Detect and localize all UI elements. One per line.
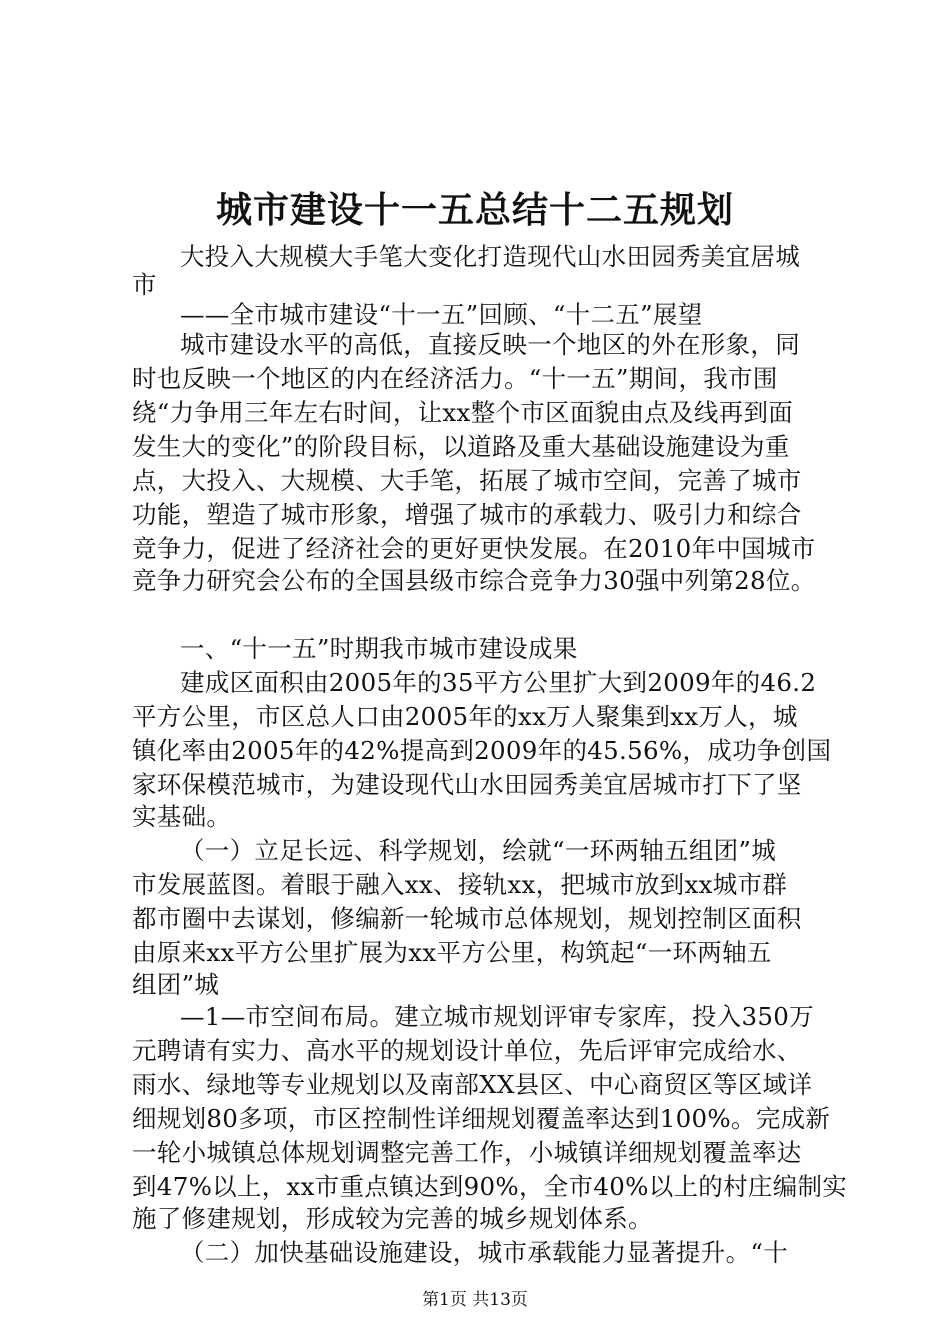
text-line: 施了修建规划，形成较为完善的城乡规划体系。 (132, 1204, 653, 1233)
text-line: 市发展蓝图。着眼于融入xx、接轨xx，把城市放到xx城市群 (132, 870, 788, 899)
text-line: 元聘请有实力、高水平的规划设计单位，先后评审完成给水、 (132, 1036, 802, 1065)
page-footer: 第1页 共13页 (422, 1290, 528, 1310)
text-line: 绕“力争用三年左右时间，让xx整个市区面貌由点及线再到面 (132, 398, 794, 427)
text-line: 一轮小城镇总体规划调整完善工作，小城镇详细规划覆盖率达 (132, 1138, 802, 1167)
text-line: 细规划80多项，市区控制性详细规划覆盖率达到100%。完成新 (132, 1104, 831, 1133)
text-line: 功能，塑造了城市形象，增强了城市的承载力、吸引力和综合 (132, 500, 802, 529)
text-line: （一）立足长远、科学规划，绘就“一环两轴五组团”城 (180, 836, 777, 865)
text-line: 平方公里，市区总人口由2005年的xx万人聚集到xx万人，城 (132, 702, 798, 731)
text-line: 发生大的变化”的阶段目标，以道路及重大基础设施建设为重 (132, 432, 790, 461)
text-line: 点，大投入、大规模、大手笔，拓展了城市空间，完善了城市 (132, 466, 802, 495)
section-heading: 一、“十一五”时期我市城市建设成果 (180, 634, 578, 663)
text-line: 城市建设水平的高低，直接反映一个地区的外在形象，同 (180, 330, 800, 359)
text-line: 建成区面积由2005年的35平方公里扩大到2009年的46.2 (180, 668, 817, 697)
text-line: 时也反映一个地区的内在经济活力。“十一五”期间，我市围 (132, 364, 778, 393)
text-line: 都市圈中去谋划，修编新一轮城市总体规划，规划控制区面积 (132, 904, 802, 933)
text-line: 到47%以上，xx市重点镇达到90%，全市40%以上的村庄编制实 (132, 1172, 848, 1201)
text-line: 雨水、绿地等专业规划以及南部XX县区、中心商贸区等区域详 (132, 1070, 813, 1099)
text-line: 竞争力研究会公布的全国县级市综合竞争力30强中列第28位。 (132, 566, 816, 595)
text-line: ——全市城市建设“十一五”回顾、“十二五”展望 (180, 300, 703, 329)
text-line: （二）加快基础设施建设，城市承载能力显著提升。“十 (180, 1238, 789, 1267)
text-line: 组团”城 (132, 970, 220, 999)
text-line: 实基础。 (132, 802, 232, 831)
text-line: 大投入大规模大手笔大变化打造现代山水田园秀美宜居城 (180, 242, 800, 271)
text-line: —1—市空间布局。建立城市规划评审专家库，投入350万 (180, 1002, 814, 1031)
text-line: 镇化率由2005年的42%提高到2009年的45.56%，成功争创国 (132, 736, 832, 765)
text-line: 家环保模范城市，为建设现代山水田园秀美宜居城市打下了坚 (132, 770, 802, 799)
text-line: 竞争力，促进了经济社会的更好更快发展。在2010年中国城市 (132, 534, 816, 563)
text-line: 由原来xx平方公里扩展为xx平方公里，构筑起“一环两轴五 (132, 938, 772, 967)
text-line: 市 (132, 270, 157, 299)
page-title: 城市建设十一五总结十二五规划 (215, 189, 734, 231)
